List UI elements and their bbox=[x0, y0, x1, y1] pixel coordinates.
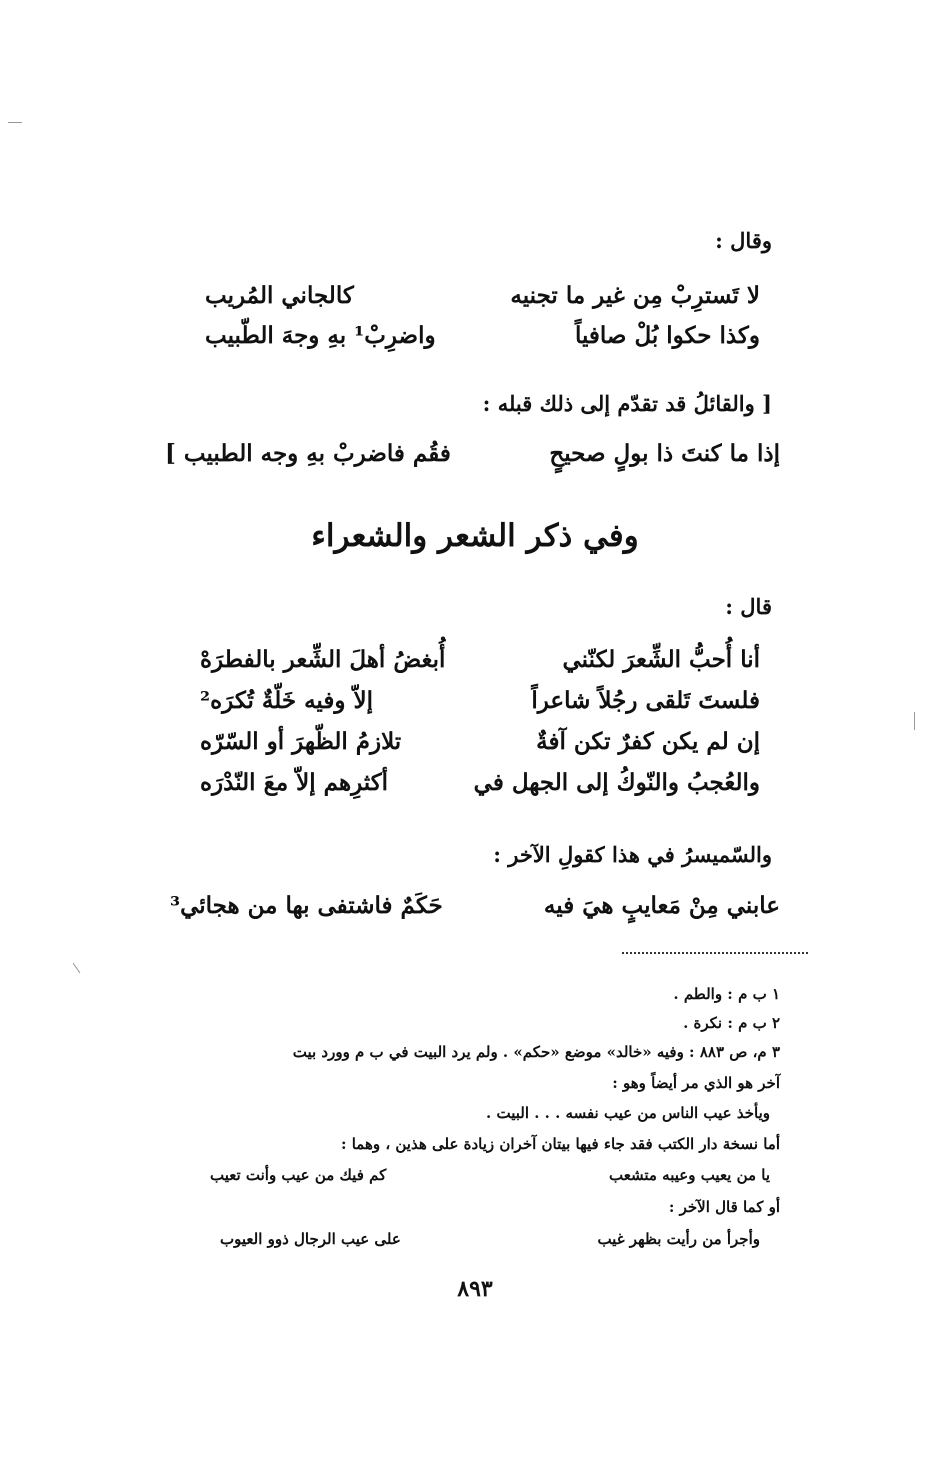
verse-second-hemistich: فقُم فاضربْ بهِ وجه الطبيب ] bbox=[165, 440, 451, 467]
verse-line bbox=[205, 322, 760, 352]
verse-first-hemistich: وأجرأ من رأيت بظهر غيب bbox=[597, 1230, 760, 1248]
scan-speck bbox=[914, 712, 915, 730]
verse-line bbox=[170, 892, 780, 922]
footnote: ١ ب م : والطم . bbox=[673, 985, 780, 1003]
verse-first-hemistich: والعُجبُ والنّوكُ إلى الجهل في bbox=[473, 769, 760, 796]
verse-first-hemistich: وكذا حكوا بُلْ صافياً bbox=[574, 322, 760, 349]
verse-line bbox=[200, 728, 760, 758]
footnote: ٣ م، ص ٨٨٣ : وفيه «خالد» موضع «حكم» . ولم يرد البيت في ب م وورد بيت bbox=[292, 1043, 780, 1061]
footnote-verse bbox=[210, 1166, 770, 1188]
verse-line bbox=[200, 646, 760, 676]
verse-second-hemistich: حَكَمٌ فاشتفى بها من هجائي³ bbox=[170, 892, 443, 919]
footnote-continuation: أما نسخة دار الكتب فقد جاء فيها بيتان آخران زيادة على هذين ، وهما : bbox=[340, 1135, 780, 1153]
verse-first-hemistich: أنا أُحبُّ الشِّعرَ لكنّني bbox=[562, 646, 760, 673]
scan-speck bbox=[73, 963, 81, 973]
intro-text: [ والقائلُ قد تقدّم إلى ذلك قبله : bbox=[482, 391, 772, 416]
verse-first-hemistich: لا تَسترِبْ مِن غير ما تجنيه bbox=[510, 282, 760, 309]
verse-second-hemistich: واضرِبْ¹ بهِ وجهَ الطّبيب bbox=[205, 322, 436, 349]
verse-second-hemistich: أُبغضُ أهلَ الشِّعر بالفطرَهْ bbox=[200, 646, 446, 673]
footnote-quote: ويأخذ عيب الناس من عيب نفسه . . . البيت . bbox=[486, 1104, 770, 1122]
scan-speck bbox=[8, 122, 22, 123]
verse-first-hemistich: يا من يعيب وعيبه متشعب bbox=[609, 1166, 770, 1184]
verse-first-hemistich: إذا ما كنتَ ذا بولٍ صحيحٍ bbox=[549, 440, 780, 467]
footnote-continuation: أو كما قال الآخر : bbox=[668, 1198, 780, 1216]
verse-line bbox=[205, 282, 760, 312]
verse-first-hemistich: عابني مِنْ مَعايبٍ هيَ فيه bbox=[543, 892, 780, 919]
verse-line bbox=[165, 440, 780, 470]
verse-second-hemistich: كالجاني المُريب bbox=[205, 282, 354, 309]
footnote-separator bbox=[622, 952, 808, 954]
footnote-continuation: آخر هو الذي مر أيضاً وهو : bbox=[612, 1074, 780, 1092]
section-heading: وفي ذكر الشعر والشعراء bbox=[311, 518, 639, 554]
verse-second-hemistich: تلازمُ الظّهرَ أو السّرّه bbox=[200, 728, 402, 755]
verse-first-hemistich: فلستَ تَلقى رجُلاً شاعراً bbox=[531, 687, 760, 714]
intro-text: قال : bbox=[725, 594, 772, 619]
verse-second-hemistich: أكثرِهم إلاّ معَ النّدْرَه bbox=[200, 769, 389, 796]
verse-second-hemistich: كم فيك من عيب وأنت تعيب bbox=[210, 1166, 387, 1184]
intro-text: والسّميسرُ في هذا كقولِ الآخر : bbox=[493, 842, 772, 867]
verse-first-hemistich: إن لم يكن كفرٌ تكن آفةٌ bbox=[536, 728, 760, 755]
footnote: ٢ ب م : نكرة . bbox=[683, 1014, 780, 1032]
intro-text: وقال : bbox=[715, 228, 772, 253]
verse-line bbox=[200, 769, 760, 799]
verse-line bbox=[200, 687, 760, 717]
verse-second-hemistich: على عيب الرجال ذوو العيوب bbox=[220, 1230, 401, 1248]
page-number: ٨٩٣ bbox=[457, 1276, 493, 1302]
verse-second-hemistich: إلاّ وفيه خَلّةٌ تُكرَه² bbox=[200, 687, 373, 714]
footnote-verse bbox=[220, 1230, 760, 1252]
